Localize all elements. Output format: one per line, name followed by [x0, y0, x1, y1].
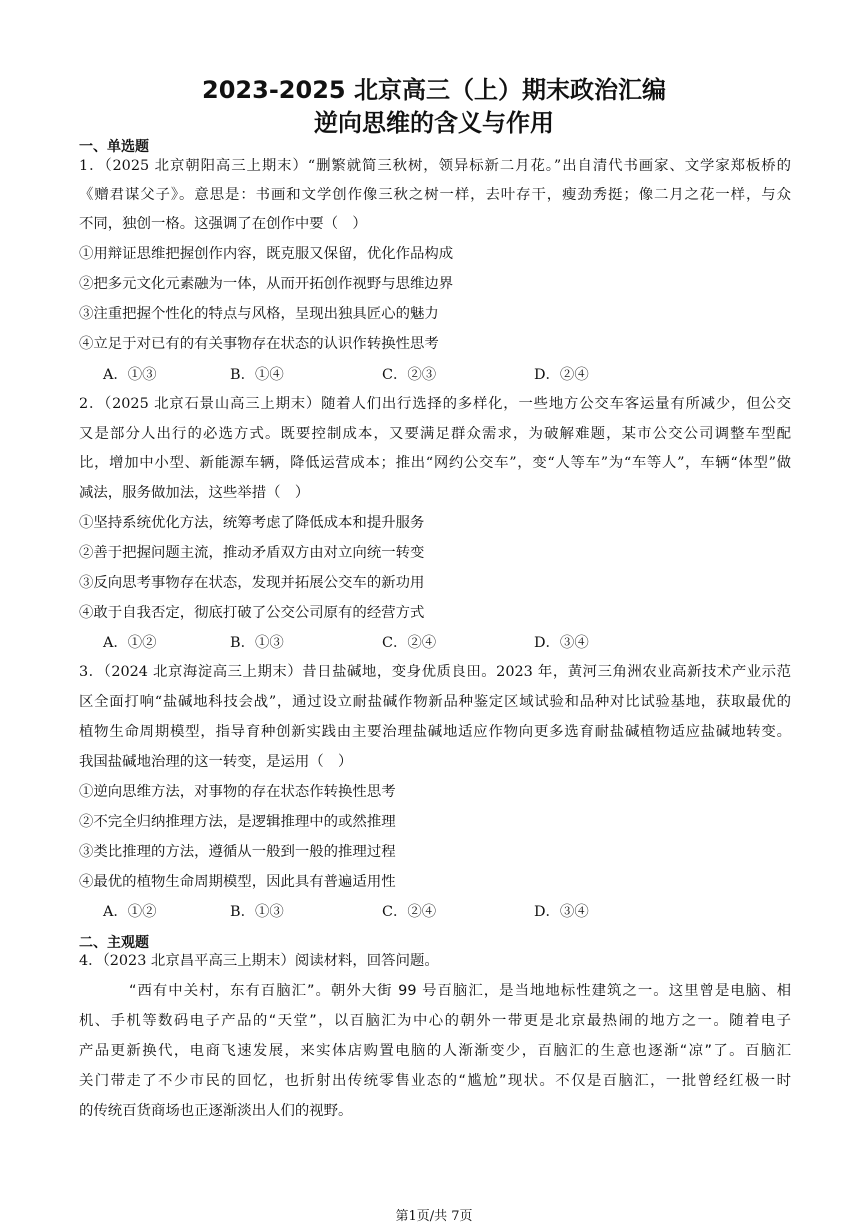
question-2-stem-line: 减法，服务做加法，这些举措（ ）: [79, 485, 310, 501]
question-3-option-a: A．①②: [103, 904, 157, 920]
question-1-statement: ②把多元文化元素融为一体，从而开拓创作视野与思维边界: [79, 276, 454, 292]
question-1-statement: ④立足于对已有的有关事物存在状态的认识作转换性思考: [79, 336, 439, 352]
question-4-stem-line: 4．（2023 北京昌平高三上期末）阅读材料，回答问题。: [79, 953, 439, 969]
question-4-material-line: 产品更新换代，电商飞速发展，来实体店购置电脑的人渐渐变少，百脑汇的生意也逐渐“凉”了。百脑汇: [79, 1043, 791, 1059]
section-heading-single-choice: 一、单选题: [79, 139, 149, 155]
question-1-option-d: D．②④: [534, 367, 589, 383]
question-4-material-line: “西有中关村，东有百脑汇”。朝外大街 99 号百脑汇，是当地地标性建筑之一。这里曾是电脑、相: [129, 983, 791, 999]
question-2-stem-line: 又是部分人出行的必选方式。既要控制成本，又要满足群众需求，为破解难题，某市公交公司调整车型配: [79, 426, 791, 442]
question-1-statement: ③注重把握个性化的特点与风格，呈现出独具匠心的魅力: [79, 306, 439, 322]
question-2-stem-line: 比，增加中小型、新能源车辆，降低运营成本；推出“网约公交车”，变“人等车”为“车等人”，车辆“体型”做: [79, 455, 791, 471]
question-3-stem-line: 区全面打响“盐碱地科技会战”，通过设立耐盐碱作物新品种鉴定区域试验和品种对比试验基地，获取最优的: [79, 694, 791, 710]
question-1-stem-line: 1．（2025 北京朝阳高三上期末）“删繁就简三秋树，领异标新二月花。”出自清代书画家、文学家郑板桥的: [79, 158, 791, 174]
question-2-stem-line: 2．（2025 北京石景山高三上期末）随着人们出行选择的多样化，一些地方公交车客运量有所减少，但公交: [79, 396, 791, 412]
question-1-stem-line: 不同，独创一格。这强调了在创作中要（ ）: [79, 216, 367, 232]
question-2-statement: ④敢于自我否定，彻底打破了公交公司原有的经营方式: [79, 605, 425, 621]
section-heading-subjective: 二、主观题: [79, 935, 149, 951]
question-3-option-d: D．③④: [534, 904, 589, 920]
question-1-option-b: B．①④: [230, 367, 284, 383]
page-footer: 第1页/共 7页: [395, 1209, 473, 1224]
question-2-statement: ③反向思考事物存在状态，发现并拓展公交车的新功用: [79, 575, 425, 591]
question-3-option-c: C．②④: [382, 904, 437, 920]
question-3-stem-line: 我国盐碱地治理的这一转变，是运用（ ）: [79, 754, 353, 770]
question-4-material-line: 关门带走了不少市民的回忆，也折射出传统零售业态的“尴尬”现状。不仅是百脑汇，一批曾经红极一时: [79, 1073, 791, 1089]
question-2-option-a: A．①②: [103, 635, 157, 651]
question-4-material-line: 机、手机等数码电子产品的“天堂”，以百脑汇为中心的朝外一带更是北京最热闹的地方之一。随着电子: [79, 1013, 791, 1029]
question-3-option-b: B．①③: [230, 904, 284, 920]
question-3-stem-line: 3．（2024 北京海淀高三上期末）昔日盐碱地，变身优质良田。2023 年，黄河三角洲农业高新技术产业示范: [79, 664, 791, 680]
document-subtitle: 逆向思维的含义与作用: [314, 109, 554, 137]
question-3-statement: ②不完全归纳推理方法，是逻辑推理中的或然推理: [79, 814, 396, 830]
question-2-option-c: C．②④: [382, 635, 437, 651]
question-2-option-d: D．③④: [534, 635, 589, 651]
question-4-material-line: 的传统百货商场也正逐渐淡出人们的视野。: [79, 1103, 353, 1119]
question-3-statement: ④最优的植物生命周期模型，因此具有普遍适用性: [79, 874, 396, 890]
question-3-statement: ③类比推理的方法，遵循从一般到一般的推理过程: [79, 844, 396, 860]
question-3-stem-line: 植物生命周期模型，指导育种创新实践由主要治理盐碱地适应作物向更多选育耐盐碱植物适应盐碱地转变。: [79, 724, 791, 740]
question-3-statement: ①逆向思维方法，对事物的存在状态作转换性思考: [79, 784, 396, 800]
question-1-option-a: A．①③: [103, 367, 157, 383]
question-1-option-c: C．②③: [382, 367, 437, 383]
question-1-stem-line: 《赠君谋父子》。意思是：书画和文学创作像三秋之树一样，去叶存干，瘦劲秀挺；像二月之花一样，与众: [79, 187, 791, 203]
question-2-statement: ②善于把握问题主流，推动矛盾双方由对立向统一转变: [79, 545, 425, 561]
question-2-option-b: B．①③: [230, 635, 284, 651]
document-title: 2023-2025 北京高三（上）期末政治汇编: [202, 76, 666, 104]
question-2-statement: ①坚持系统优化方法，统筹考虑了降低成本和提升服务: [79, 515, 425, 531]
question-1-statement: ①用辩证思维把握创作内容，既克服又保留，优化作品构成: [79, 246, 454, 262]
